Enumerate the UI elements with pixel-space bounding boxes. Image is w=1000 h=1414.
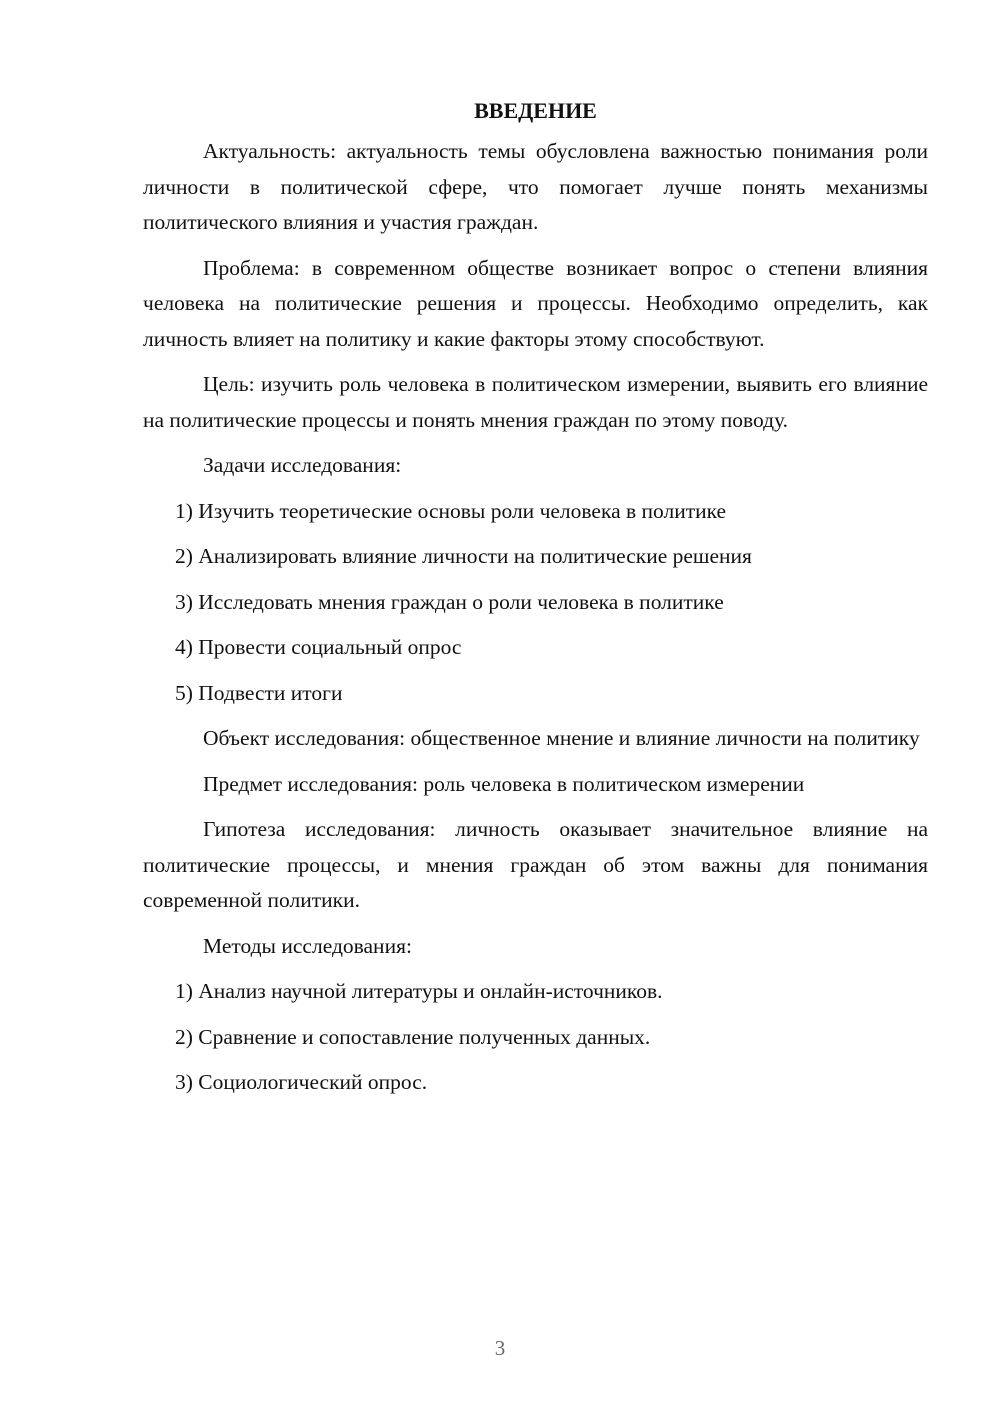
methods-label: Методы исследования: bbox=[203, 933, 412, 958]
page-title: ВВЕДЕНИЕ bbox=[474, 98, 597, 123]
subject-paragraph: Предмет исследования: роль человека в политическом измерении bbox=[203, 771, 805, 796]
object-paragraph: Объект исследования: общественное мнение и влияние личности на политику bbox=[203, 726, 920, 750]
list-item: 2) Анализировать влияние личности на политические решения bbox=[175, 544, 752, 568]
methods-list bbox=[143, 974, 928, 1101]
hypothesis-paragraph: Гипотеза исследования: личность оказывает значительное влияние на политические процессы, и мнения граждан об этом важны для понимания современной политики. bbox=[143, 817, 928, 912]
list-item: 1) Анализ научной литературы и онлайн-источников. bbox=[175, 979, 663, 1003]
document-body bbox=[143, 94, 928, 1111]
relevance-paragraph: Актуальность: актуальность темы обусловлена важностью понимания роли личности в политической сфере, что помогает лучше понять механизмы политического влияния и участия граждан. bbox=[143, 139, 928, 234]
list-item: 3) Исследовать мнения граждан о роли человека в политике bbox=[175, 589, 724, 614]
page-number: 3 bbox=[494, 1336, 506, 1360]
list-item: 2) Сравнение и сопоставление полученных данных. bbox=[175, 1024, 651, 1049]
list-item: 4) Провести социальный опрос bbox=[175, 635, 462, 659]
tasks-label: Задачи исследования: bbox=[203, 453, 402, 477]
list-item: 1) Изучить теоретические основы роли человека в политике bbox=[175, 498, 727, 523]
problem-paragraph: Проблема: в современном обществе возникает вопрос о степени влияния человека на политические решения и процессы. Необходимо определить, как личность влияет на политику и какие факторы этому способствуют. bbox=[143, 255, 928, 351]
goal-paragraph: Цель: изучить роль человека в политическом измерении, выявить его влияние на политические процессы и понять мнения граждан по этому поводу. bbox=[143, 372, 928, 432]
tasks-list bbox=[143, 494, 928, 712]
list-item: 3) Социологический опрос. bbox=[175, 1070, 428, 1094]
list-item: 5) Подвести итоги bbox=[175, 680, 343, 705]
